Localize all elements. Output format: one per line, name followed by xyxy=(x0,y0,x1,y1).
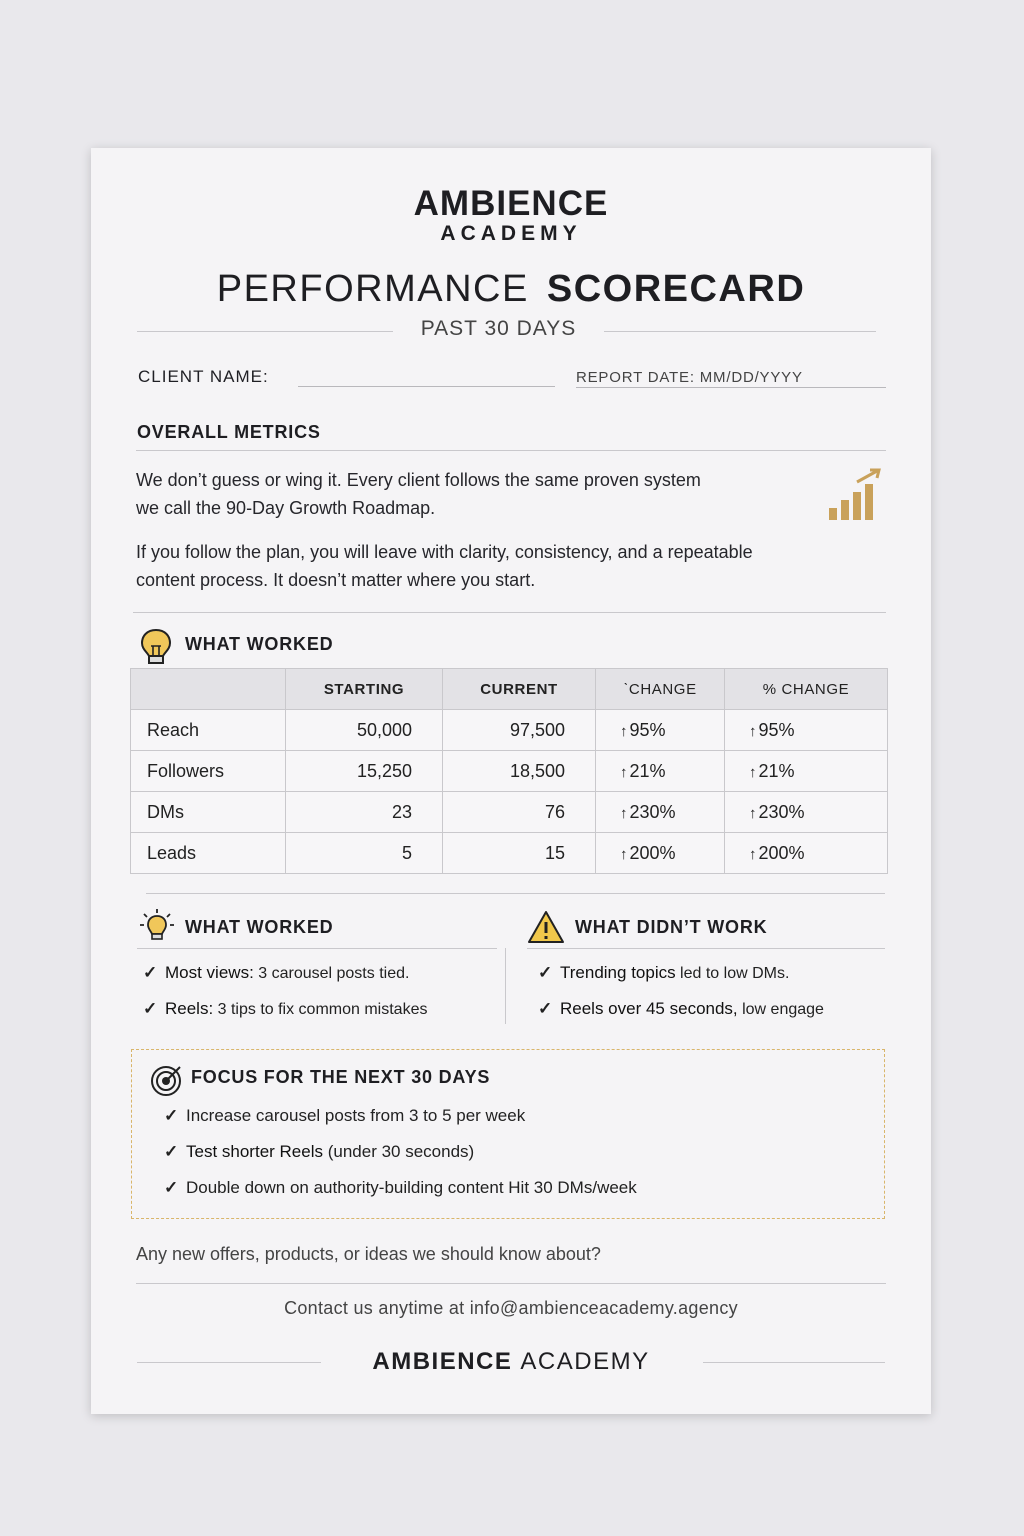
overall-p2-line2: content process. It doesn’t matter where you start. xyxy=(136,570,536,590)
overall-paragraph-2 xyxy=(136,538,753,594)
change-value: ↑ 230% xyxy=(596,792,725,833)
lightbulb-rays-icon xyxy=(139,908,175,944)
contact-line: Contact us anytime at info@ambienceacademy.agency xyxy=(284,1298,738,1318)
what-didnt-work-heading: WHAT DIDN’T WORK xyxy=(575,917,768,937)
table-header-change: ˋCHANGE xyxy=(596,669,725,710)
focus-item: ✓ Test shorter Reels (under 30 seconds) xyxy=(164,1142,475,1161)
arrow-up-icon: ↑ xyxy=(749,722,757,740)
metrics-table xyxy=(130,668,888,874)
table-header-empty xyxy=(131,669,286,710)
arrow-up-icon: ↑ xyxy=(620,845,628,863)
lightbulb-icon xyxy=(139,628,173,666)
arrow-up-icon: ↑ xyxy=(749,804,757,822)
overall-p2-line1: If you follow the plan, you will leave with clarity, consistency, and a repeatable xyxy=(136,542,753,562)
metric-name: Followers xyxy=(131,751,286,792)
pct-change-value: ↑ 200% xyxy=(725,833,888,874)
current-value: 15 xyxy=(443,833,596,874)
scorecard-sheet xyxy=(91,148,931,1414)
starting-value: 15,250 xyxy=(286,751,443,792)
client-name-label: CLIENT NAME: xyxy=(138,367,269,386)
starting-value: 5 xyxy=(286,833,443,874)
checkmark-icon: ✓ xyxy=(538,999,553,1018)
client-name-field[interactable] xyxy=(298,386,555,387)
metric-name: Leads xyxy=(131,833,286,874)
table-divider xyxy=(146,893,885,894)
checkmark-icon: ✓ xyxy=(164,1142,179,1161)
checkmark-icon: ✓ xyxy=(164,1106,179,1125)
table-row xyxy=(131,710,888,751)
table-row xyxy=(131,833,888,874)
bar-chart-icon xyxy=(827,468,883,524)
didnt-work-item: ✓ Trending topics led to low DMs. xyxy=(538,963,790,982)
target-icon xyxy=(150,1063,184,1097)
starting-value: 50,000 xyxy=(286,710,443,751)
report-date-label: REPORT DATE: MM/DD/YYYY xyxy=(576,369,803,386)
title-bold: SCORECARD xyxy=(546,268,806,310)
table-header-pct-change: % CHANGE xyxy=(725,669,888,710)
overall-metrics-heading: OVERALL METRICS xyxy=(137,422,321,442)
table-row xyxy=(131,792,888,833)
overall-p1-line2: we call the 90-Day Growth Roadmap. xyxy=(136,498,436,518)
metric-name: DMs xyxy=(131,792,286,833)
worked-item: ✓ Most views: 3 carousel posts tied. xyxy=(143,963,410,982)
checkmark-icon: ✓ xyxy=(538,963,553,982)
subtitle-rule-right xyxy=(604,331,876,332)
didnt-work-item: ✓ Reels over 45 seconds, low engage xyxy=(538,999,824,1018)
metrics-divider xyxy=(133,612,886,613)
current-value: 97,500 xyxy=(443,710,596,751)
pct-change-value: ↑ 21% xyxy=(725,751,888,792)
table-header-starting: STARTING xyxy=(286,669,443,710)
pct-change-value: ↑ 230% xyxy=(725,792,888,833)
overall-p1-line1: We don’t guess or wing it. Every client follows the same proven system xyxy=(136,470,701,490)
change-value: ↑ 95% xyxy=(596,710,725,751)
arrow-up-icon: ↑ xyxy=(749,763,757,781)
what-worked-rule xyxy=(137,948,497,949)
current-value: 18,500 xyxy=(443,751,596,792)
current-value: 76 xyxy=(443,792,596,833)
what-worked-heading: WHAT WORKED xyxy=(185,917,334,937)
worked-item: ✓ Reels: 3 tips to fix common mistakes xyxy=(143,999,428,1018)
brand-subname: ACADEMY xyxy=(440,222,582,245)
page-title xyxy=(91,268,931,311)
new-offers-question: Any new offers, products, or ideas we should know about? xyxy=(136,1244,601,1264)
checkmark-icon: ✓ xyxy=(143,999,158,1018)
checkmark-icon: ✓ xyxy=(164,1178,179,1197)
table-row xyxy=(131,751,888,792)
footer-brand-light: ACADEMY xyxy=(520,1348,650,1375)
footer-rule-right xyxy=(703,1362,885,1363)
overall-paragraph-1 xyxy=(136,466,701,522)
question-answer-line[interactable] xyxy=(136,1283,886,1284)
brand-name: AMBIENCE xyxy=(413,184,609,223)
title-light: PERFORMANCE xyxy=(216,268,529,310)
focus-item: ✓ Increase carousel posts from 3 to 5 per week xyxy=(164,1106,526,1125)
column-divider xyxy=(505,948,506,1024)
focus-heading: FOCUS FOR THE NEXT 30 DAYS xyxy=(191,1067,491,1087)
change-value: ↑ 21% xyxy=(596,751,725,792)
warning-icon xyxy=(527,910,565,944)
focus-item: ✓ Double down on authority-building content Hit 30 DMs/week xyxy=(164,1178,637,1197)
pct-change-value: ↑ 95% xyxy=(725,710,888,751)
report-date-field[interactable] xyxy=(576,387,886,388)
change-value: ↑ 200% xyxy=(596,833,725,874)
arrow-up-icon: ↑ xyxy=(620,804,628,822)
starting-value: 23 xyxy=(286,792,443,833)
overall-rule xyxy=(136,450,886,451)
subtitle: PAST 30 DAYS xyxy=(420,317,577,340)
arrow-up-icon: ↑ xyxy=(620,763,628,781)
metric-name: Reach xyxy=(131,710,286,751)
arrow-up-icon: ↑ xyxy=(749,845,757,863)
table-header-current: CURRENT xyxy=(443,669,596,710)
checkmark-icon: ✓ xyxy=(143,963,158,982)
what-worked-table-heading: WHAT WORKED xyxy=(185,634,334,654)
arrow-up-icon: ↑ xyxy=(620,722,628,740)
footer-brand-bold: AMBIENCE xyxy=(372,1348,513,1375)
what-didnt-work-rule xyxy=(527,948,885,949)
